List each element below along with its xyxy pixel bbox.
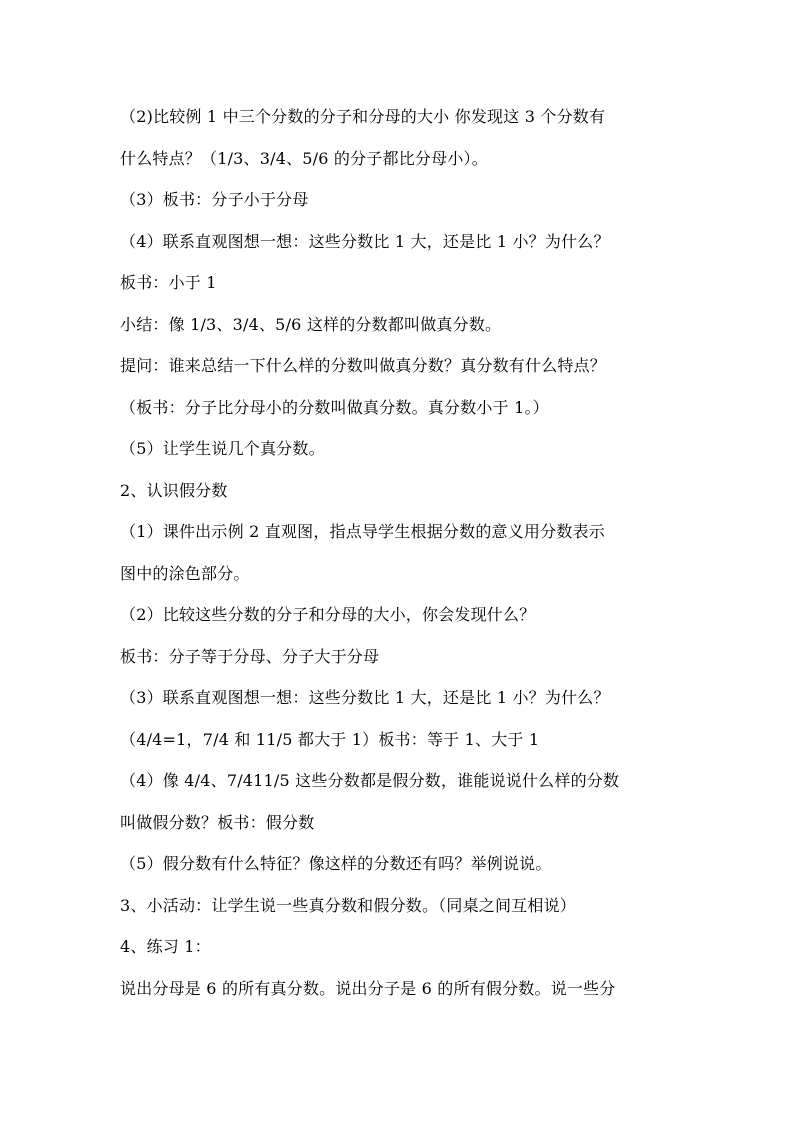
section-heading-activity: 3、小活动：让学生说一些真分数和假分数。（同桌之间互相说） bbox=[120, 895, 576, 915]
text-line-board-definition-proper: （板书：分子比分母小的分数叫做真分数。真分数小于 1。） bbox=[120, 397, 549, 417]
text-line-board-equal-greater: 板书：分子等于分母、分子大于分母 bbox=[120, 646, 380, 666]
document-body bbox=[120, 96, 676, 1009]
text-line-shaded-part: 图中的涂色部分。 bbox=[120, 563, 250, 583]
text-line-board-improper: 叫做假分数？板书：假分数 bbox=[120, 812, 315, 832]
text-line-improper-examples: （4）像 4/4、7/411/5 这些分数都是假分数，谁能说说什么样的分数 bbox=[120, 771, 620, 790]
text-line-compare-example-1: （2)比较例 1 中三个分数的分子和分母的大小 你发现这 3 个分数有 bbox=[120, 107, 606, 126]
text-line-features: 什么特点？（1/3、3/4、5/6 的分子都比分母小）。 bbox=[120, 148, 488, 168]
text-line-board-numerator-less: （3）板书：分子小于分母 bbox=[120, 190, 309, 209]
text-line-board-less-than-one: 板书：小于 1 bbox=[120, 273, 217, 292]
text-line-summary-proper: 小结：像 1/3、3/4、5/6 这样的分数都叫做真分数。 bbox=[120, 314, 502, 334]
text-line-improper-features: （5）假分数有什么特征？像这样的分数还有吗？举例说说。 bbox=[120, 854, 552, 873]
text-line-students-proper: （5）让学生说几个真分数。 bbox=[120, 439, 325, 458]
text-line-question-proper: 提问：谁来总结一下什么样的分数叫做真分数？真分数有什么特点？ bbox=[120, 356, 607, 375]
text-line-exercise-task: 说出分母是 6 的所有真分数。说出分子是 6 的所有假分数。说一些分 bbox=[120, 978, 616, 998]
section-heading-exercise: 4、练习 1： bbox=[120, 937, 211, 956]
text-line-board-equal-greater-one: （4/4=1，7/4 和 11/5 都大于 1）板书：等于 1、大于 1 bbox=[120, 729, 540, 749]
text-line-compare-with-one: （4）联系直观图想一想：这些分数比 1 大，还是比 1 小？为什么？ bbox=[120, 231, 610, 251]
text-line-example-2: （1）课件出示例 2 直观图，指点导学生根据分数的意义用分数表示 bbox=[120, 522, 605, 541]
text-line-compare-with-one-2: （3）联系直观图想一想：这些分数比 1 大，还是比 1 小？为什么？ bbox=[120, 688, 610, 707]
text-line-compare-improper: （2）比较这些分数的分子和分母的大小，你会发现什么？ bbox=[120, 605, 536, 624]
section-heading-improper: 2、认识假分数 bbox=[120, 480, 228, 500]
